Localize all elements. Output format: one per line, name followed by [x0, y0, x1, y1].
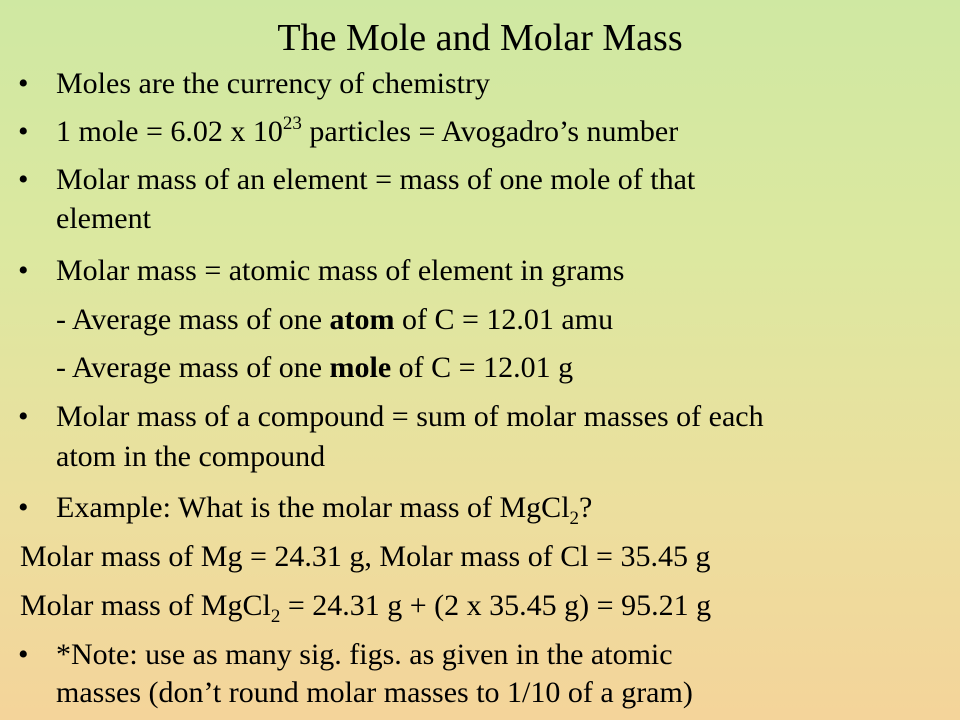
bullet-text-line1: Molar mass of an element = mass of one mole of that	[56, 163, 696, 196]
bullet-text-line1: Molar mass of a compound = sum of molar masses of each	[56, 400, 764, 433]
bullet-dot: •	[18, 400, 29, 433]
bullet-dot: •	[18, 491, 29, 524]
bullet-text-line2: element	[56, 202, 151, 235]
bullet-text-line1: *Note: use as many sig. figs. as given in the atomic	[56, 638, 673, 671]
bullet-dot: •	[18, 163, 29, 196]
bullet-dot: •	[18, 638, 29, 671]
sub-text: - Average mass of one mole of C = 12.01 g	[56, 351, 574, 384]
bullet-text: Example: What is the molar mass of MgCl$_2$?	[56, 491, 593, 529]
bullet-text: 1 mole = 6.02 x $10^{23}$ particles = Avogadro’s number	[56, 113, 679, 148]
sub-text: - Average mass of one atom of C = 12.01 amu	[56, 303, 614, 336]
bullet-dot: •	[18, 67, 29, 100]
bullet-text-line2: masses (don’t round molar masses to 1/10 of a gram)	[56, 676, 693, 709]
subscript: 2	[569, 508, 580, 529]
slide-title: The Mole and Molar Mass	[277, 17, 683, 59]
exponent: 23	[282, 113, 302, 134]
bullet-text: Molar mass = atomic mass of element in grams	[56, 254, 625, 287]
plain-text: Molar mass of Mg = 24.31 g, Molar mass of Cl = 35.45 g	[20, 540, 711, 573]
bullet-text-line2: atom in the compound	[56, 440, 326, 473]
bullet-text: Moles are the currency of chemistry	[56, 67, 490, 100]
plain-text: Molar mass of MgCl$_2$ = 24.31 g + (2 x 35.45 g) = 95.21 g	[20, 589, 712, 627]
bullet-dot: •	[18, 115, 29, 148]
bullet-dot: •	[18, 254, 29, 287]
subscript: 2	[270, 606, 281, 627]
